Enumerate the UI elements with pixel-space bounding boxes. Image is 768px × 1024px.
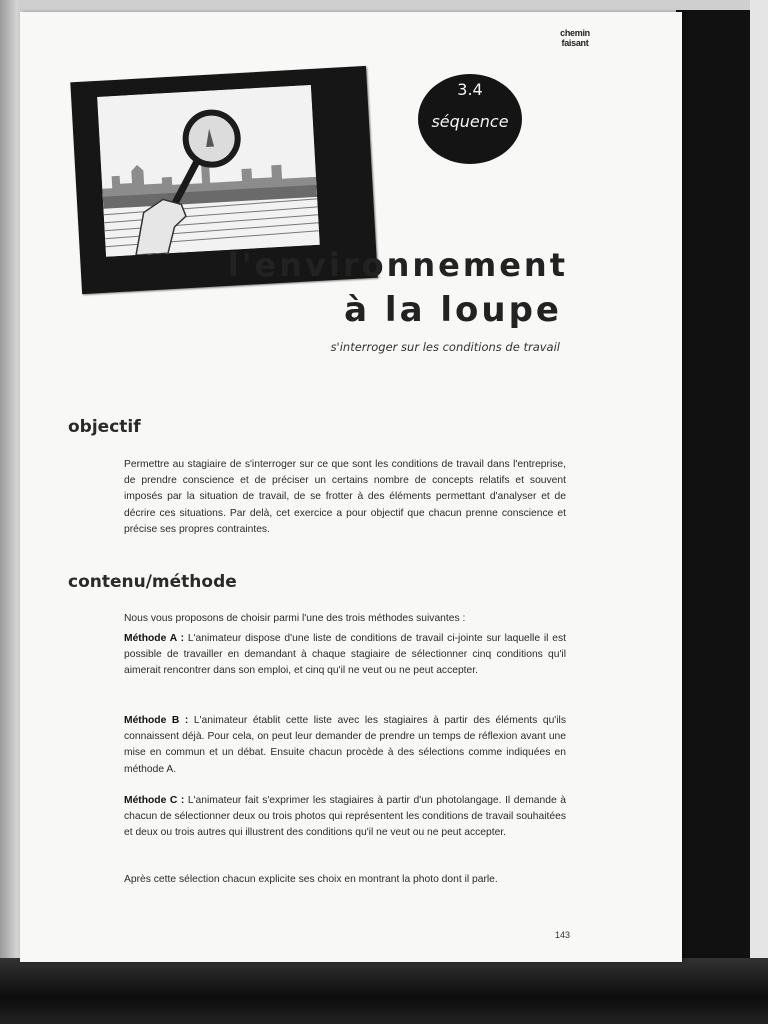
scan-left-edge [0,0,18,1024]
method-b-text: L'animateur établit cette liste avec les stagiaires à partir des éléments qu'ils connaissent déjà. Pour cela, on peut leur demander de prendre un temps de réflexion avant une mise en commun et un débat. Ensuite chacun procède à des sélections comme indiquées en méthode A. [124,715,566,775]
page-title-line1: l'environnement [227,246,568,284]
photo-image [97,85,320,257]
method-c-text: L'animateur fait s'exprimer les stagiaires à partir d'un photolangage. Il demande à chacun de sélectionner deux ou trois photos qui représentent les conditions de travail souhaitées et deux ou trois autres qui illustrent des conditions qu'il ne veut ou ne peut accepter. [124,795,566,839]
contenu-intro: Nous vous proposons de choisir parmi l'une des trois méthodes suivantes : [124,613,466,624]
method-c-paragraph [124,793,566,842]
contenu-heading: contenu/méthode [68,572,237,592]
method-b-paragraph [124,713,566,778]
magnifier-illustration [97,85,320,257]
page-number: 143 [554,930,570,940]
page-title-line2: à la loupe [344,290,562,330]
publisher-logo [558,28,592,52]
objectif-heading: objectif [68,417,141,437]
method-a-text: L'animateur dispose d'une liste de conditions de travail ci-jointe sur laquelle il est possible de travailler en demandant à chaque stagiaire de sélectionner cinq conditions qu'il aimerait rencontrer dans son emploi, et cinq qu'il ne veut ou ne peut accepter. [124,633,566,677]
publisher-logo-line1: chemin [560,28,590,38]
method-a-label: Méthode A : [124,633,185,644]
objectif-paragraph: Permettre au stagiaire de s'interroger sur ce que sont les conditions de travail dans l'entreprise, de prendre conscience et de préciser un certains nombre de concepts relatifs et souvent imposés par la situation de travail, de se frotter à des éléments permettant d'analyser et de décrire ces situations. Par delà, cet exercice a pour objectif que chacun prenne conscience et précise ses propres contraintes. [124,459,566,535]
scan-bottom-shadow [0,958,768,1024]
closing-paragraph: Après cette sélection chacun explicite ses choix en montrant la photo dont il parle. [124,874,498,885]
scan-right-edge [750,0,768,1024]
method-c-label: Méthode C : [124,795,185,806]
page-subtitle: s'interroger sur les conditions de travail [330,340,560,354]
sequence-label: séquence [431,112,509,131]
method-a-paragraph [124,631,566,680]
publisher-logo-line2: faisant [561,38,589,48]
sequence-badge [418,74,522,164]
sequence-number: 3.4 [457,80,483,99]
method-b-label: Méthode B : [124,715,189,726]
